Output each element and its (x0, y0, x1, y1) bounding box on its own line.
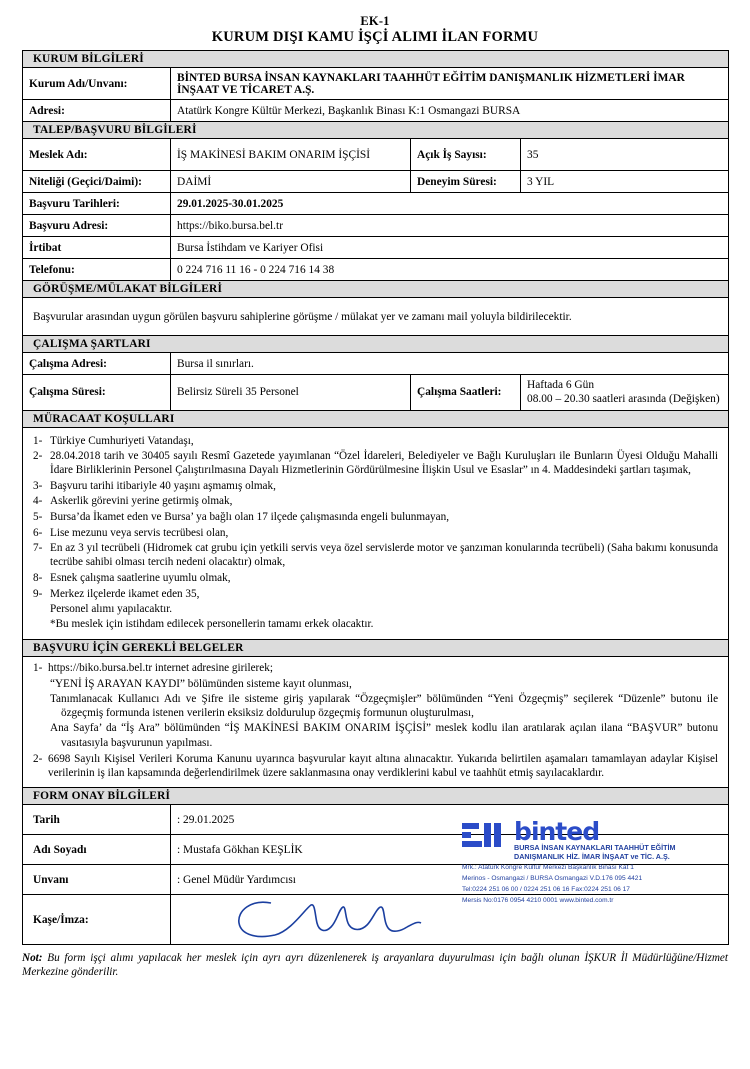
requirement-num: 9- (33, 587, 43, 600)
requirement-item (33, 510, 718, 524)
work-address-value: Bursa il sınırları. (171, 353, 729, 375)
row-application-address (23, 215, 729, 237)
row-application-dates (23, 193, 729, 215)
job-name-label: Meslek Adı: (23, 139, 171, 171)
institution-name-value: BİNTED BURSA İNSAN KAYNAKLARI TAAHHÜT EĞİTİM DANIŞMANLIK HİZMETLERİ İMAR İNŞAAT VE TİCARET A.Ş. (171, 68, 729, 100)
requirement-num: 4- (33, 495, 43, 508)
documents-bullet: Tanımlanacak Kullanıcı Adı ve Şifre ile sisteme giriş yapılarak “Özgeçmişler” bölümünden “Yeni Özgeçmiş” seçilerek “Düzenle” butonu ile özgeçmiş formunda istenen verilerin eksiksiz doldurulup özgeçmiş formunun oluşturulması, (50, 692, 719, 720)
requirement-num: 2- (33, 450, 43, 463)
requirement-num: 7- (33, 542, 43, 555)
requirement-num: 1- (33, 434, 43, 447)
work-hours-label: Çalışma Saatleri: (411, 375, 521, 411)
footer-note-text: Bu form işçi alımı yapılacak her meslek için ayrı ayrı düzenlenerek iş arayanlara duyurulması için bağlı olunan İŞKUR İl Müdürlüğüne/Hizmet Merkezine gönderilir. (22, 952, 728, 979)
row-institution-address (23, 100, 729, 122)
work-hours-days: Haftada 6 Gün (527, 379, 595, 392)
phone-value: 0 224 716 11 16 - 0 224 716 14 38 (171, 259, 729, 281)
approval-date-label: Tarih (23, 805, 171, 835)
section-header-approval (23, 788, 729, 805)
approval-role-label: Unvanı (23, 865, 171, 895)
requirement-item (33, 479, 718, 493)
footer-note-prefix: Not: (22, 952, 43, 965)
documents-item (33, 752, 718, 780)
documents-bullet: Ana Sayfa’ da “İş Ara” bölümünden “İŞ MAKİNESİ BAKIM ONARIM İŞÇİSİ” meslek kodlu ilan aratılarak açılan ilana “BAŞVUR” butonu vasıtasıyla başvurunun yapılması. (50, 722, 719, 749)
row-signature (23, 895, 729, 945)
application-dates-label: Başvuru Tarihleri: (23, 193, 171, 215)
approval-name-label: Adı Soyadı (23, 835, 171, 865)
requirement-text: 28.04.2018 tarih ve 30405 sayılı Resmî Gazetede yayımlanan “Özel İdareleri, Belediyeler ve Bağlı Kuruluşları ile Bunların Üyesi Olduğu Mahalli İdare Birliklerinin Personel Çalıştırılmasına Dayalı Hizmetlerinin Gördürülmesine İlişkin Usul ve Esaslar” ın 4. Maddesindeki şartları taşımak, (50, 450, 719, 477)
row-requirements (23, 427, 729, 640)
documents-item-text: 6698 Sayılı Kişisel Verileri Koruma Kanunu uyarınca başvurular kayıt altına alınacaktır. Yukarıda belirtilen aşamaları tamamlayan adaylar Kişisel verilerinin iş ilan kapsamında değerlendirilmek üzere saklanmasına onay verdiklerini kabul ve taahhüt etmiş sayılacaklardır. (48, 752, 719, 779)
row-institution-name (23, 68, 729, 100)
row-approval-date (23, 805, 729, 835)
section-header-institution (23, 51, 729, 68)
requirement-text: Askerlik görevini yerine getirmiş olmak, (50, 495, 233, 508)
work-hours-value (521, 375, 729, 411)
section-label-documents: BAŞVURU İÇİN GEREKLİ BELGELER (23, 640, 729, 657)
row-job-name (23, 139, 729, 171)
requirement-item (33, 434, 718, 448)
requirement-item (33, 587, 718, 601)
phone-label: Telefonu: (23, 259, 171, 281)
approval-role-text: : Genel Müdür Yardımcısı (177, 873, 296, 886)
requirement-text: En az 3 yıl tecrübeli (Hidromek cat grubu için yetkili servis veya özel servislerde motor ve şanzıman konularında tecrübeli) (Saha bakımı konusunda tecrübe sahibi olması tercih nedeni olacaktır) olmak, (50, 542, 719, 569)
requirement-item (33, 571, 718, 585)
open-count-label: Açık İş Sayısı: (411, 139, 521, 171)
contact-value: Bursa İstihdam ve Kariyer Ofisi (171, 237, 729, 259)
handwritten-signature-icon (231, 897, 461, 941)
row-approval-name (23, 835, 729, 865)
requirement-item (33, 541, 718, 569)
approval-name-value: : Mustafa Gökhan KEŞLİK (171, 835, 729, 865)
requirement-item (33, 526, 718, 540)
requirements-list (33, 434, 718, 632)
open-count-value: 35 (521, 139, 729, 171)
stamp-line-1: BURSA İNSAN KAYNAKLARI TAAHHÜT EĞİTİM (514, 843, 676, 853)
requirement-text: Merkez ilçelerde ikamet eden 35, (50, 587, 200, 600)
requirement-num: 5- (33, 511, 43, 524)
requirement-num: 8- (33, 572, 43, 585)
form-table (22, 50, 729, 945)
work-duration-label: Çalışma Süresi: (23, 375, 171, 411)
document-title (22, 14, 728, 46)
institution-address-label: Adresi: (23, 100, 171, 122)
requirements-note: *Bu meslek için istihdam edilecek personellerin tamamı erkek olacaktır. (50, 618, 374, 631)
section-header-requirements (23, 410, 729, 427)
requirements-cell (23, 427, 729, 640)
documents-item (33, 661, 718, 675)
stamp-logo-text: binted (514, 817, 600, 847)
interview-text: Başvurular arasından uygun görülen başvuru sahiplerine görüşme / mülakat yer ve zamanı mail yoluyla bildirilecektir. (23, 298, 729, 336)
stamp-line-3: Mrk.: Atatürk Kongre Kültür Merkezi Başkanlık Binası Kat 1 (462, 863, 634, 871)
section-header-work-conditions (23, 336, 729, 353)
application-dates-value: 29.01.2025-30.01.2025 (171, 193, 729, 215)
requirement-text: Esnek çalışma saatlerine uyumlu olmak, (50, 572, 231, 585)
row-work-duration (23, 375, 729, 411)
row-interview-text (23, 298, 729, 336)
application-address-value[interactable]: https://biko.bursa.bel.tr (171, 215, 729, 237)
section-label-application: TALEP/BAŞVURU BİLGİLERİ (23, 122, 729, 139)
documents-cell (23, 657, 729, 788)
requirements-subline: Personel alımı yapılacaktır. (50, 603, 173, 616)
row-phone (23, 259, 729, 281)
requirement-num: 6- (33, 526, 43, 539)
stamp-line-2: DANIŞMANLIK HİZ. İMAR İNŞAAT ve TİC. A.Ş. (514, 851, 670, 861)
form-code: EK-1 (360, 14, 390, 28)
stamp-line-4: Merinos - Osmangazi / BURSA Osmangazi V.D.176 095 4421 (462, 874, 643, 882)
row-documents (23, 657, 729, 788)
contact-label: İrtibat (23, 237, 171, 259)
requirement-text: Bursa’da İkamet eden ve Bursa’ ya bağlı olan 17 ilçede çalışmasında engeli bulunmayan, (50, 511, 449, 524)
documents-item-num: 1- (33, 662, 43, 675)
documents-item-num: 2- (33, 752, 43, 765)
row-nature (23, 171, 729, 193)
stamp-line-5: Tel:0224 251 06 00 / 0224 251 06 16 Fax:0224 251 06 17 (462, 885, 630, 893)
section-header-application (23, 122, 729, 139)
signature-label: Kaşe/İmza: (23, 895, 171, 945)
section-label-institution: KURUM BİLGİLERİ (23, 51, 729, 68)
requirement-text: Türkiye Cumhuriyeti Vatandaşı, (50, 434, 194, 447)
work-address-label: Çalışma Adresi: (23, 353, 171, 375)
section-label-approval: FORM ONAY BİLGİLERİ (23, 788, 729, 805)
section-header-interview (23, 281, 729, 298)
form-title: KURUM DIŞI KAMU İŞÇİ ALIMI İLAN FORMU (211, 29, 539, 46)
section-label-interview: GÖRÜŞME/MÜLAKAT BİLGİLERİ (23, 281, 729, 298)
institution-address-value: Atatürk Kongre Kültür Merkezi, Başkanlık Binası K:1 Osmangazi BURSA (171, 100, 729, 122)
requirement-item (33, 494, 718, 508)
nature-value: DAİMİ (171, 171, 411, 193)
experience-label: Deneyim Süresi: (411, 171, 521, 193)
requirement-item (33, 449, 718, 477)
requirement-text: Başvuru tarihi itibariyle 40 yaşını aşmamış olmak, (50, 479, 276, 492)
footer-note (22, 951, 728, 979)
job-name-value: İŞ MAKİNESİ BAKIM ONARIM İŞÇİSİ (171, 139, 411, 171)
section-label-work-conditions: ÇALIŞMA ŞARTLARI (23, 336, 729, 353)
section-label-requirements: MÜRACAAT KOŞULLARI (23, 410, 729, 427)
row-work-address (23, 353, 729, 375)
requirement-num: 3- (33, 479, 43, 492)
stamp-line-6: Mersis No:0176 0954 4210 0001 www.binted.com.tr (462, 896, 614, 904)
approval-date-value: : 29.01.2025 (171, 805, 729, 835)
application-address-label: Başvuru Adresi: (23, 215, 171, 237)
row-contact (23, 237, 729, 259)
documents-item-text: https://biko.bursa.bel.tr internet adresine girilerek; (48, 662, 273, 675)
section-header-documents (23, 640, 729, 657)
experience-value: 3 YIL (521, 171, 729, 193)
row-approval-role (23, 865, 729, 895)
signature-cell (171, 895, 729, 945)
documents-bullet: “YENİ İŞ ARAYAN KAYDI” bölümünden sisteme kayıt olunması, (50, 677, 352, 690)
work-hours-times: 08.00 – 20.30 saatleri arasında (Değişken) (527, 393, 720, 406)
institution-name-label: Kurum Adı/Unvanı: (23, 68, 171, 100)
nature-label: Niteliği (Geçici/Daimi): (23, 171, 171, 193)
requirement-text: Lise mezunu veya servis tecrübesi olan, (50, 526, 229, 539)
work-duration-value: Belirsiz Süreli 35 Personel (171, 375, 411, 411)
